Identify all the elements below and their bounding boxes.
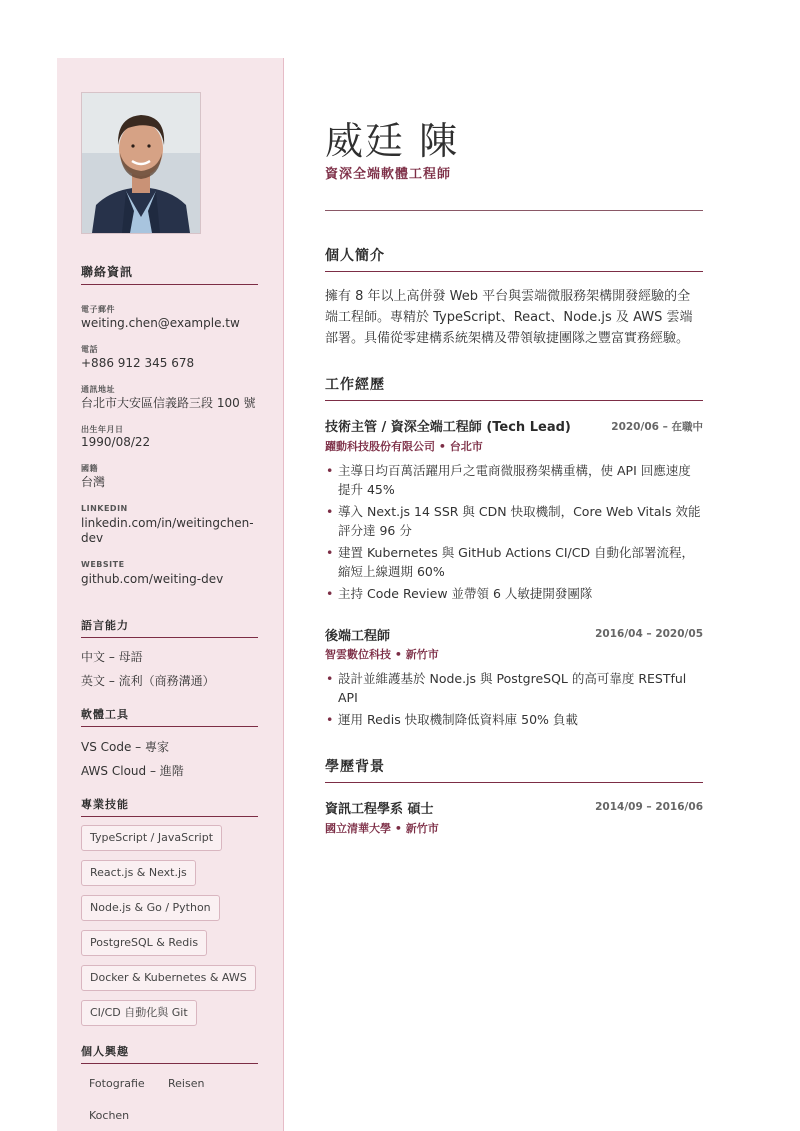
language-item: 英文 – 流利（商務溝通） xyxy=(81,674,215,688)
hobby-item: Fotografie xyxy=(89,1077,145,1090)
job-company: 智雲數位科技 • 新竹市 xyxy=(325,648,439,661)
nationality-label: 國籍 xyxy=(81,464,98,473)
hobby-item: Kochen xyxy=(89,1109,130,1122)
skill-tag: CI/CD 自動化與 Git xyxy=(81,1000,197,1026)
sidebar xyxy=(57,58,284,1131)
skill-tag: React.js & Next.js xyxy=(81,860,196,886)
skill-tag: TypeScript / JavaScript xyxy=(81,825,222,851)
skills-heading: 專業技能 xyxy=(81,796,258,817)
profile-text: 擁有 8 年以上高併發 Web 平台與雲端微服務架構開發經驗的全端工程師。專精於 TypeScript、React、Node.js 及 AWS 雲端部署。具備從零建構系統架構及帶領敏捷團隊之豐富實務經驗。 xyxy=(325,289,693,346)
education-school: 國立清華大學 • 新竹市 xyxy=(325,822,439,835)
software-item: AWS Cloud – 進階 xyxy=(81,764,184,778)
address-label: 通訊地址 xyxy=(81,385,115,394)
list-item: • 導入 Next.js 14 SSR 與 CDN 快取機制，Core Web Vitals 效能評分達 96 分 xyxy=(325,502,703,540)
software-item: VS Code – 專家 xyxy=(81,740,169,754)
list-item: • 主導日均百萬活躍用戶之電商微服務架構重構，使 API 回應速度提升 45% xyxy=(325,461,703,499)
birthdate-value: 1990/08/22 xyxy=(81,435,151,449)
phone-value: +886 912 345 678 xyxy=(81,356,195,370)
website-label: WEBSITE xyxy=(81,560,125,569)
profile-heading: 個人簡介 xyxy=(325,245,703,272)
education-heading: 學歷背景 xyxy=(325,756,703,783)
list-item: • 建置 Kubernetes 與 GitHub Actions CI/CD 自動化部署流程，縮短上線週期 60% xyxy=(325,543,703,581)
job-title: 資深全端軟體工程師 xyxy=(325,167,452,182)
address-value: 台北市大安區信義路三段 100 號 xyxy=(81,396,256,410)
profile-photo xyxy=(81,92,201,234)
list-item: • 運用 Redis 快取機制降低資料庫 50% 負載 xyxy=(325,710,703,729)
linkedin-value: linkedin.com/in/weitingchen-dev xyxy=(81,516,254,545)
list-item: • 設計並維護基於 Node.js 與 PostgreSQL 的高可靠度 RESTful API xyxy=(325,669,703,707)
email-value: weiting.chen@example.tw xyxy=(81,316,240,330)
hobbies-heading: 個人興趣 xyxy=(81,1043,258,1064)
job-date: 2020/06 – 在職中 xyxy=(611,421,703,433)
job-role: 技術主管 / 資深全端工程師 (Tech Lead) xyxy=(325,420,571,435)
education-date: 2014/09 – 2016/06 xyxy=(595,801,703,813)
language-item: 中文 – 母語 xyxy=(81,650,143,664)
languages-heading: 語言能力 xyxy=(81,617,258,638)
list-item: • 主持 Code Review 並帶領 6 人敏捷開發團隊 xyxy=(325,584,703,603)
job-company: 躍動科技股份有限公司 • 台北市 xyxy=(325,440,483,453)
education-degree: 資訊工程學系 碩士 xyxy=(325,802,434,817)
birthdate-label: 出生年月日 xyxy=(81,425,124,434)
hobby-item: Reisen xyxy=(168,1077,205,1090)
phone-label: 電話 xyxy=(81,345,98,354)
software-heading: 軟體工具 xyxy=(81,706,258,727)
linkedin-label: LINKEDIN xyxy=(81,504,128,513)
job-role: 後端工程師 xyxy=(325,629,391,644)
skill-tag: PostgreSQL & Redis xyxy=(81,930,207,956)
job-bullets xyxy=(325,461,703,606)
job-date: 2016/04 – 2020/05 xyxy=(595,628,703,640)
job-bullets xyxy=(325,669,703,732)
website-value: github.com/weiting-dev xyxy=(81,572,224,586)
nationality-value: 台灣 xyxy=(81,475,106,489)
main-content xyxy=(325,0,703,1131)
full-name: 威廷 陳 xyxy=(325,119,460,163)
skill-tag: Node.js & Go / Python xyxy=(81,895,220,921)
email-label: 電子郵件 xyxy=(81,305,115,314)
experience-heading: 工作經歷 xyxy=(325,374,703,401)
skill-tag: Docker & Kubernetes & AWS xyxy=(81,965,256,991)
header-divider xyxy=(325,210,703,211)
contact-heading: 聯絡資訊 xyxy=(81,263,258,285)
